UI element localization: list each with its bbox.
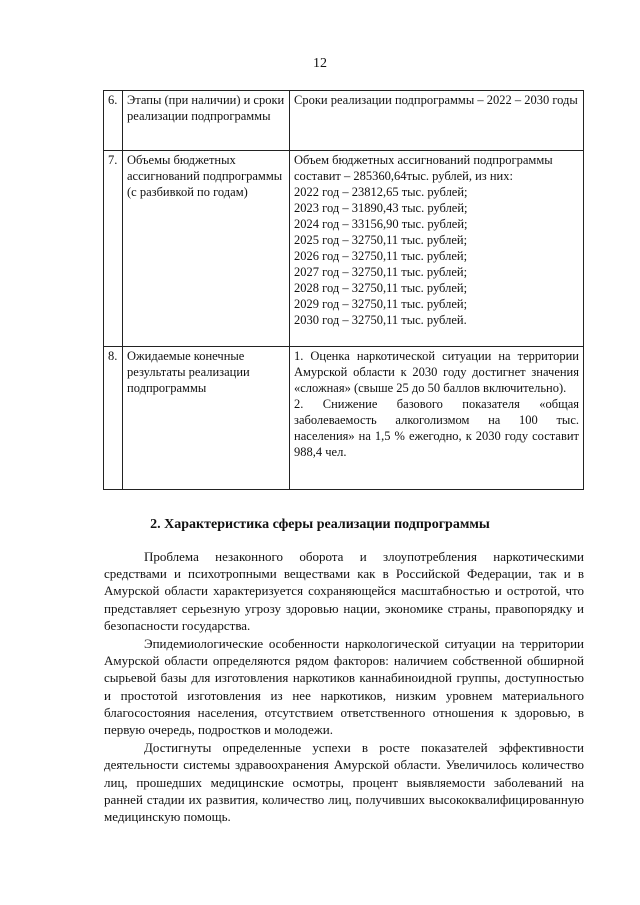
budget-year-line: 2026 год – 32750,11 тыс. рублей; bbox=[294, 249, 468, 263]
section-body bbox=[104, 548, 584, 826]
section-heading: 2. Характеристика сферы реализации подпрограммы bbox=[150, 517, 490, 532]
budget-year-line: 2029 год – 32750,11 тыс. рублей; bbox=[294, 297, 468, 311]
table-row bbox=[104, 91, 584, 151]
row-number: 8. bbox=[104, 347, 123, 490]
result-item: 2. Снижение базового показателя «общая заболеваемость алкоголизмом на 100 тыс. населения» на 1,5 % ежегодно, к 2030 году составит 988,4 чел. bbox=[294, 397, 579, 459]
page-number: 12 bbox=[313, 56, 327, 71]
budget-year-line: 2030 год – 32750,11 тыс. рублей. bbox=[294, 313, 467, 327]
budget-year-line: 2028 год – 32750,11 тыс. рублей; bbox=[294, 281, 468, 295]
budget-year-line: 2025 год – 32750,11 тыс. рублей; bbox=[294, 233, 468, 247]
row-value bbox=[290, 91, 584, 151]
budget-year-line: 2022 год – 23812,65 тыс. рублей; bbox=[294, 185, 468, 199]
table-row bbox=[104, 151, 584, 347]
paragraph: Достигнуты определенные успехи в росте показателей эффективности деятельности системы здравоохранения Амурской области. Увеличилось количество лиц, прошедших медицинские осмотры, процент выявляемости заболеваний на ранней стадии их развития, количество лиц, получивших высококвалифицированную медицинскую помощь. bbox=[104, 740, 584, 825]
value-line: Сроки реализации подпрограммы – 2022 – 2030 годы bbox=[294, 93, 578, 107]
paragraph: Проблема незаконного оборота и злоупотребления наркотическими средствами и психотропными веществами как в Российской Федерации, так и в Амурской области характеризуется сохраняющейся масштабностью и остротой, что представляет серьезную угрозу здоровью нации, экономике страны, правопорядку и безопасности государства. bbox=[104, 549, 584, 633]
budget-total-line: Объем бюджетных ассигнований подпрограммы составит – 285360,64тыс. рублей, из них: bbox=[294, 153, 553, 183]
budget-year-line: 2024 год – 33156,90 тыс. рублей; bbox=[294, 217, 468, 231]
subprogram-passport-table bbox=[103, 90, 584, 490]
budget-year-line: 2023 год – 31890,43 тыс. рублей; bbox=[294, 201, 468, 215]
row-value bbox=[290, 151, 584, 347]
row-value bbox=[290, 347, 584, 490]
paragraph: Эпидемиологические особенности наркологической ситуации на территории Амурской области определяются рядом факторов: наличием собственной обширной сырьевой базы для изготовления наркотиков каннабиноидной группы, доступностью и простотой изготовления из нее наркотиков, низким уровнем материального благосостояния населения, отсутствием ответственного отношения к здоровью, в первую очередь, подростков и молодежи. bbox=[104, 636, 584, 738]
row-number: 6. bbox=[104, 91, 123, 151]
row-name: Ожидаемые конечные результаты реализации подпрограммы bbox=[123, 347, 290, 490]
result-item: 1. Оценка наркотической ситуации на территории Амурской области к 2030 году достигнет значения «сложная» (свыше 25 до 50 баллов включительно). bbox=[294, 349, 579, 395]
row-number: 7. bbox=[104, 151, 123, 347]
row-name: Этапы (при наличии) и сроки реализации подпрограммы bbox=[123, 91, 290, 151]
budget-year-line: 2027 год – 32750,11 тыс. рублей; bbox=[294, 265, 468, 279]
row-name: Объемы бюджетных ассигнований подпрограммы (с разбивкой по годам) bbox=[123, 151, 290, 347]
table-row bbox=[104, 347, 584, 490]
